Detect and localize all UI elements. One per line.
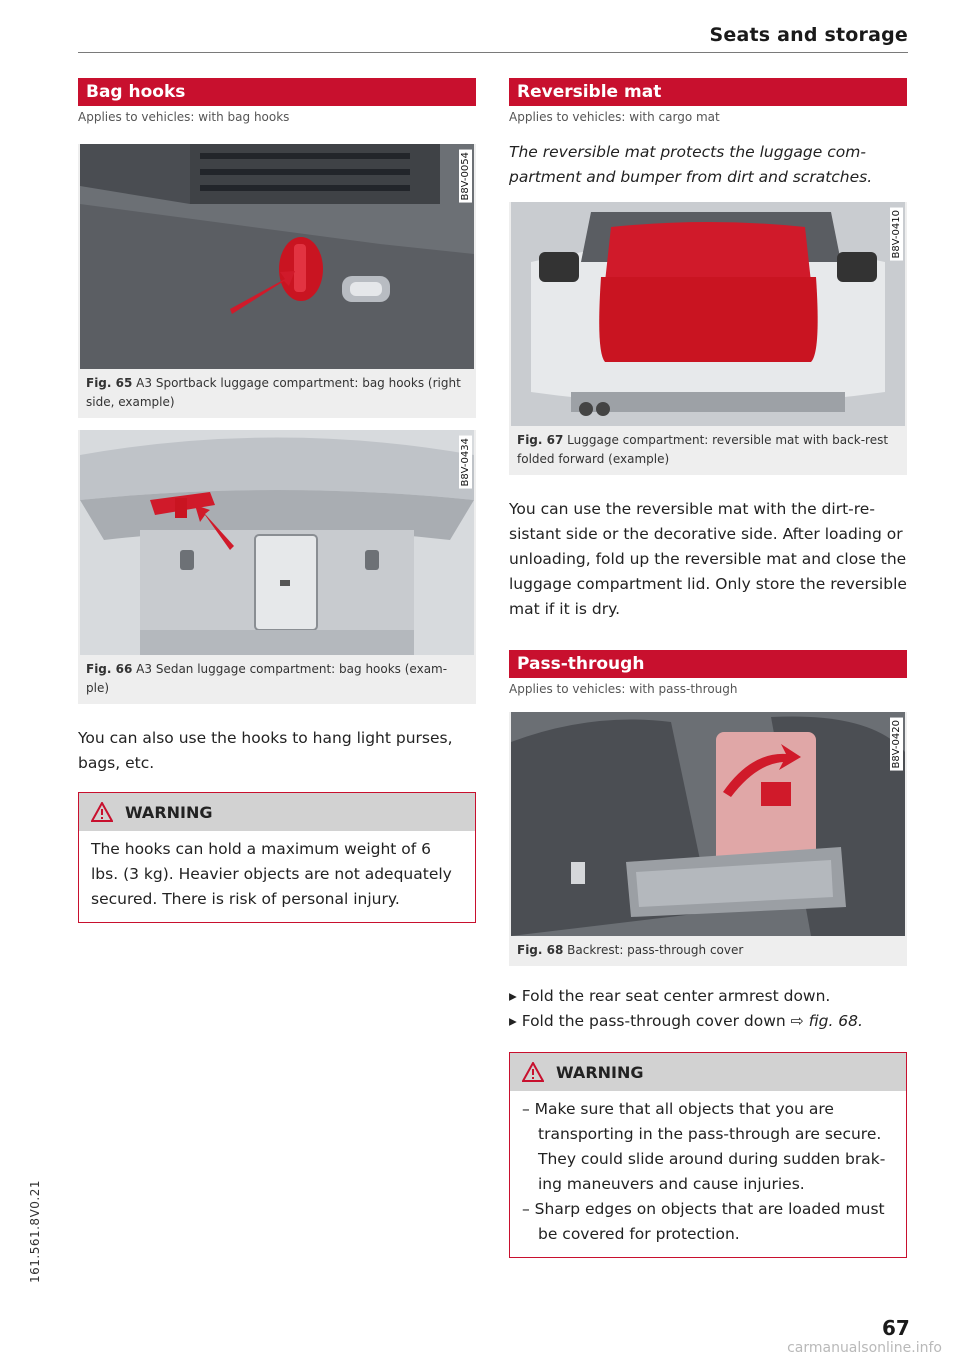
reversible-mat-illustration <box>511 202 905 426</box>
fig-68-reference-link[interactable]: ⇨ fig. 68. <box>790 1012 863 1030</box>
bag-hook-sedan-illustration <box>80 430 474 655</box>
reversible-mat-lead: The reversible mat protects the luggage com-partment and bumper from dirt and scratches. <box>509 143 873 186</box>
fig-66-code: B8V-0434 <box>460 438 471 487</box>
warning-title: WARNING <box>125 802 213 822</box>
fig-67-image <box>511 202 905 426</box>
warning-box-bag-hooks <box>78 792 476 923</box>
fig-68-code: B8V-0420 <box>891 720 902 769</box>
applies-note-mat: Applies to vehicles: with cargo mat <box>509 110 720 124</box>
fig-68-image <box>511 712 905 936</box>
section-title-pass-through: Pass-through <box>509 650 907 678</box>
warning-item: – Sharp edges on objects that are loaded must be covered for protection. <box>522 1200 885 1243</box>
fig-67-label: Fig. 67 <box>517 433 564 447</box>
step-item <box>509 1009 907 1034</box>
page-number: 67 <box>882 1316 910 1340</box>
right-column <box>509 78 907 1258</box>
header-rule <box>78 52 908 53</box>
bag-hooks-body: You can also use the hooks to hang light purses, bags, etc. <box>78 729 453 772</box>
pass-through-illustration <box>511 712 905 936</box>
applies-note: Applies to vehicles: with bag hooks <box>78 110 290 124</box>
reversible-mat-body: You can use the reversible mat with the dirt-re-sistant side or the decorative side. After loading or unloading, fold up the reversible mat and close the luggage compartment lid. Only store the reversible mat if it is dry. <box>509 500 907 618</box>
fig-66-caption <box>78 655 476 704</box>
document-code: 161.561.8V0.21 <box>28 1180 42 1283</box>
warning-header <box>510 1053 906 1091</box>
fig-66-caption-text: A3 Sedan luggage compartment: bag hooks (exam-ple) <box>86 662 448 695</box>
warning-text: The hooks can hold a maximum weight of 6 lbs. (3 kg). Heavier objects are not adequately secured. There is risk of personal injury. <box>91 840 452 908</box>
warning-triangle-icon <box>91 802 113 822</box>
warning-item: – Make sure that all objects that you are transporting in the pass-through are secure. They could slide around during sudden brak-ing maneuvers and cause injuries. <box>522 1100 886 1193</box>
fig-68-caption <box>509 936 907 966</box>
fig-67-caption-text: Luggage compartment: reversible mat with back-rest folded forward (example) <box>517 433 889 466</box>
fig-65-code: B8V-0054 <box>460 152 471 201</box>
step-2-text: ▸ Fold the pass-through cover down <box>509 1012 791 1030</box>
figure-66 <box>78 430 476 704</box>
fig-68-label: Fig. 68 <box>517 943 564 957</box>
pass-through-steps <box>509 984 907 1034</box>
fig-67-caption <box>509 426 907 475</box>
step-item: ▸ Fold the rear seat center armrest down. <box>509 987 831 1005</box>
figure-68 <box>509 712 907 966</box>
fig-65-caption-text: A3 Sportback luggage compartment: bag hooks (right side, example) <box>86 376 461 409</box>
watermark: carmanualsonline.info <box>787 1340 942 1356</box>
figure-67 <box>509 202 907 475</box>
warning-list <box>522 1097 894 1247</box>
page-header-title: Seats and storage <box>709 24 908 46</box>
figure-65 <box>78 144 476 418</box>
bag-hook-sportback-illustration <box>80 144 474 369</box>
fig-67-code: B8V-0410 <box>891 210 902 259</box>
warning-box-pass-through <box>509 1052 907 1258</box>
warning-header <box>79 793 475 831</box>
left-column <box>78 78 476 923</box>
fig-68-caption-text: Backrest: pass-through cover <box>567 943 744 957</box>
applies-note-pass: Applies to vehicles: with pass-through <box>509 682 738 696</box>
fig-65-label: Fig. 65 <box>86 376 133 390</box>
fig-65-image <box>80 144 474 369</box>
fig-66-image <box>80 430 474 655</box>
warning-body <box>510 1091 906 1257</box>
section-title-reversible-mat: Reversible mat <box>509 78 907 106</box>
fig-66-label: Fig. 66 <box>86 662 133 676</box>
fig-65-caption <box>78 369 476 418</box>
warning-title: WARNING <box>556 1062 644 1082</box>
section-title-bag-hooks: Bag hooks <box>78 78 476 106</box>
warning-triangle-icon <box>522 1062 544 1082</box>
